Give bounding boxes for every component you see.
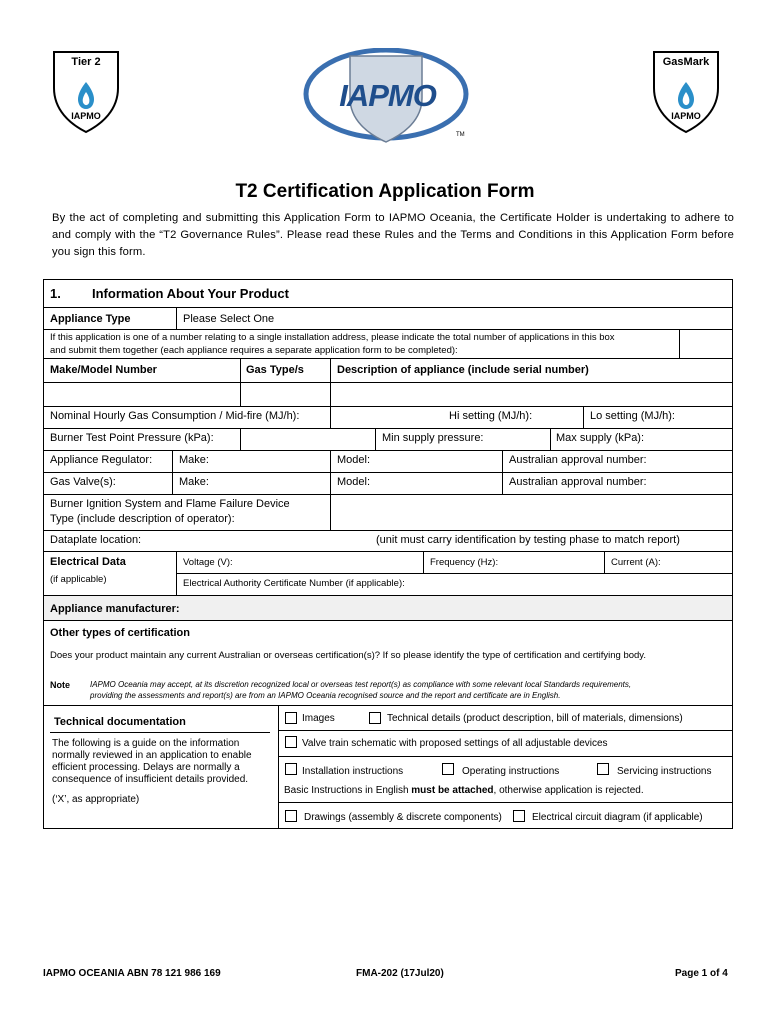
images-label: Images xyxy=(302,713,335,724)
max-supply-label: Max supply (kPa): xyxy=(556,432,645,444)
tech-details-checkbox[interactable] xyxy=(369,712,381,724)
regulator-label: Appliance Regulator: xyxy=(50,454,153,466)
mark-note: (‘X’, as appropriate) xyxy=(52,794,140,805)
manufacturer-label: Appliance manufacturer: xyxy=(50,603,180,615)
circuit-diagram-checkbox[interactable] xyxy=(513,810,525,822)
iapmo-logo xyxy=(300,48,475,148)
note-line2: providing the assessments and report(s) are from an IAPMO Oceania recognised source and the report and certificate are in English. xyxy=(90,691,561,700)
hi-setting-label: Hi setting (MJ/h): xyxy=(449,410,533,422)
footer-page-number: Page 1 of 4 xyxy=(675,968,728,979)
iapmo-wordmark: IAPMO xyxy=(339,78,436,113)
regulator-make-label: Make: xyxy=(179,454,209,466)
images-checkbox[interactable] xyxy=(285,712,297,724)
make-model-header: Make/Model Number xyxy=(50,364,157,376)
tech-details-label: Technical details (product description, bill of materials, dimensions) xyxy=(387,713,683,724)
electrical-authority-label: Electrical Authority Certificate Number (if applicable): xyxy=(183,578,405,589)
voltage-label: Voltage (V): xyxy=(183,557,233,568)
gas-valve-label: Gas Valve(s): xyxy=(50,476,116,488)
trademark-mark: TM xyxy=(456,132,465,138)
technical-doc-label: Technical documentation xyxy=(54,716,186,728)
servicing-checkbox[interactable] xyxy=(597,763,609,775)
current-label: Current (A): xyxy=(611,557,661,568)
intro-paragraph: By the act of completing and submitting this Application Form to IAPMO Oceania, the Certificate Holder is undertaking to adhere to and comply with the “T2 Governance Rules”. Please read these Rules and the Terms and Conditions in this Application Form before you sign this form. xyxy=(52,212,734,258)
guide-line3: efficient processing. Delays are normally a xyxy=(52,762,240,773)
regulator-approval-label: Australian approval number: xyxy=(509,454,647,466)
gasmark-brand: IAPMO xyxy=(671,111,701,121)
appliance-type-label: Appliance Type xyxy=(50,313,131,325)
burner-pressure-label: Burner Test Point Pressure (kPa): xyxy=(50,432,214,444)
description-field[interactable] xyxy=(331,383,732,405)
gas-valve-model-label: Model: xyxy=(337,476,371,488)
section-title: Information About Your Product xyxy=(92,286,289,301)
valve-train-checkbox[interactable] xyxy=(285,736,297,748)
guide-line1: The following is a guide on the information xyxy=(52,738,240,749)
lo-setting-label: Lo setting (MJ/h): xyxy=(590,410,675,422)
servicing-label: Servicing instructions xyxy=(617,766,712,777)
product-info-form xyxy=(43,279,733,829)
make-model-field[interactable] xyxy=(44,383,240,405)
tier2-brand: IAPMO xyxy=(71,111,101,121)
regulator-model-label: Model: xyxy=(337,454,371,466)
other-cert-label: Other types of certification xyxy=(50,627,190,639)
page-title: T2 Certification Application Form xyxy=(235,181,535,202)
footer-abn: IAPMO OCEANIA ABN 78 121 986 169 xyxy=(43,968,221,979)
valve-train-label: Valve train schematic with proposed settings of all adjustable devices xyxy=(302,738,608,749)
guide-line2: normally reviewed in an application to enable xyxy=(52,750,252,761)
circuit-diagram-label: Electrical circuit diagram (if applicable) xyxy=(532,812,703,823)
operating-checkbox[interactable] xyxy=(442,763,454,775)
english-note-pre: Basic Instructions in English xyxy=(284,785,412,796)
ignition-label-line1: Burner Ignition System and Flame Failure Device xyxy=(50,498,290,510)
section-number: 1. xyxy=(50,286,61,301)
note-label: Note xyxy=(50,680,70,690)
nominal-consumption-label: Nominal Hourly Gas Consumption / Mid-fire (MJ/h): xyxy=(50,410,300,422)
dataplate-label: Dataplate location: xyxy=(50,534,142,546)
min-supply-label: Min supply pressure: xyxy=(382,432,484,444)
electrical-data-label: Electrical Data xyxy=(50,556,126,568)
multi-application-note-line2: and submit them together (each appliance requires a separate application form to be completed): xyxy=(50,345,458,356)
guide-line4: consequence of insufficient details provided. xyxy=(52,774,249,785)
tier2-badge-logo xyxy=(50,48,122,134)
english-note-bold: must be attached xyxy=(411,785,494,796)
english-instructions-note xyxy=(284,785,644,796)
ignition-label-line2: Type (include description of operator): xyxy=(50,513,235,525)
operating-label: Operating instructions xyxy=(462,766,560,777)
gas-types-header: Gas Type/s xyxy=(246,364,304,376)
frequency-label: Frequency (Hz): xyxy=(430,557,499,568)
gas-valve-approval-label: Australian approval number: xyxy=(509,476,647,488)
installation-label: Installation instructions xyxy=(302,766,404,777)
dataplate-note: (unit must carry identification by testing phase to match report) xyxy=(376,534,680,546)
description-header: Description of appliance (include serial number) xyxy=(337,364,589,376)
electrical-data-sublabel: (if applicable) xyxy=(50,574,107,585)
tier2-label: Tier 2 xyxy=(71,56,101,68)
ignition-field[interactable] xyxy=(331,495,732,529)
gas-types-field[interactable] xyxy=(241,383,330,405)
appliance-type-select[interactable]: Please Select One xyxy=(183,313,275,325)
other-cert-question: Does your product maintain any current Australian or overseas certification(s)? If so please identify the type of certification and certifying body. xyxy=(50,650,646,661)
gasmark-badge-logo xyxy=(650,48,722,134)
footer-form-code: FMA-202 (17Jul20) xyxy=(356,968,444,979)
english-note-post: , otherwise application is rejected. xyxy=(493,785,644,796)
note-line1: IAPMO Oceania may accept, at its discretion recognized local or overseas test report(s) as compliance with some relevant local Standards requirements, xyxy=(90,680,632,689)
gas-valve-make-label: Make: xyxy=(179,476,209,488)
installation-checkbox[interactable] xyxy=(285,763,297,775)
drawings-label: Drawings (assembly & discrete components) xyxy=(304,812,502,823)
drawings-checkbox[interactable] xyxy=(285,810,297,822)
application-count-field[interactable] xyxy=(680,330,732,357)
gasmark-label: GasMark xyxy=(662,56,710,68)
multi-application-note-line1: If this application is one of a number relating to a single installation address, please indicate the total number of applications in this box xyxy=(50,332,615,343)
